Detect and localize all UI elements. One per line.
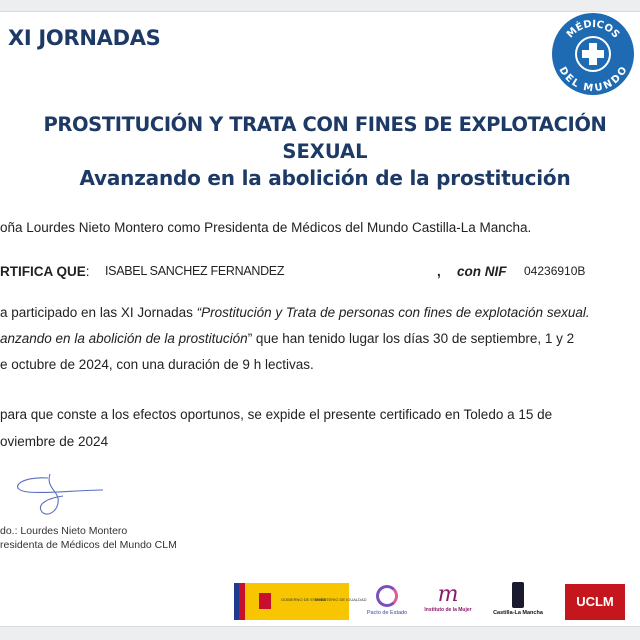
- gobierno-espana-logo: GOBIERNO DE ESPAÑA MINISTERIO DE IGUALDAD: [234, 583, 349, 620]
- paragraph-line-1: a participado en las XI Jornadas “Prostitución y Trata de personas con fines de explotación sexual.: [0, 305, 590, 320]
- signature: [8, 468, 108, 528]
- instituto-mujer-logo: m Instituto de la Mujer: [424, 582, 472, 613]
- nif-label: con NIF: [457, 264, 507, 279]
- certifica-label: RTIFICA QUE:: [0, 264, 90, 279]
- svg-text:DEL MUNDO: DEL MUNDO: [556, 65, 630, 95]
- svg-text:MÉDICOS: MÉDICOS: [564, 18, 622, 41]
- heading-line-1: PROSTITUCIÓN Y TRATA CON FINES DE EXPLOTACIÓN: [43, 113, 607, 136]
- uclm-logo: UCLM: [565, 584, 625, 620]
- heading-line-2: SEXUAL: [282, 140, 368, 163]
- pacto-estado-logo: Pacto de Estado: [362, 585, 412, 616]
- heading-subtitle: Avanzando en la abolición de la prostitución: [79, 166, 571, 190]
- signer-name: do.: Lourdes Nieto Montero: [0, 525, 128, 537]
- closing-line-1: para que conste a los efectos oportunos, se expide el presente certificado en Toledo a 15 de: [0, 407, 553, 422]
- event-title: XI JORNADAS: [8, 26, 161, 50]
- signer-title: residenta de Médicos del Mundo CLM: [0, 539, 177, 551]
- comma: ,: [437, 264, 441, 279]
- castilla-la-mancha-logo: Castilla-La Mancha: [488, 582, 548, 616]
- nif-value: 04236910B: [524, 264, 586, 278]
- participant-name: ISABEL SANCHEZ FERNANDEZ: [105, 264, 285, 278]
- paragraph-line-2: anzando en la abolición de la prostitución” que han tenido lugar los días 30 de septiembre, 1 y 2: [0, 331, 575, 346]
- closing-line-2: oviembre de 2024: [0, 434, 109, 449]
- top-bar: [0, 0, 640, 12]
- paragraph-line-3: e octubre de 2024, con una duración de 9 h lectivas.: [0, 357, 314, 372]
- medicos-del-mundo-logo: [552, 13, 634, 95]
- bottom-bar: [0, 626, 640, 640]
- intro-text: oña Lourdes Nieto Montero como Presidenta de Médicos del Mundo Castilla-La Mancha.: [0, 220, 532, 235]
